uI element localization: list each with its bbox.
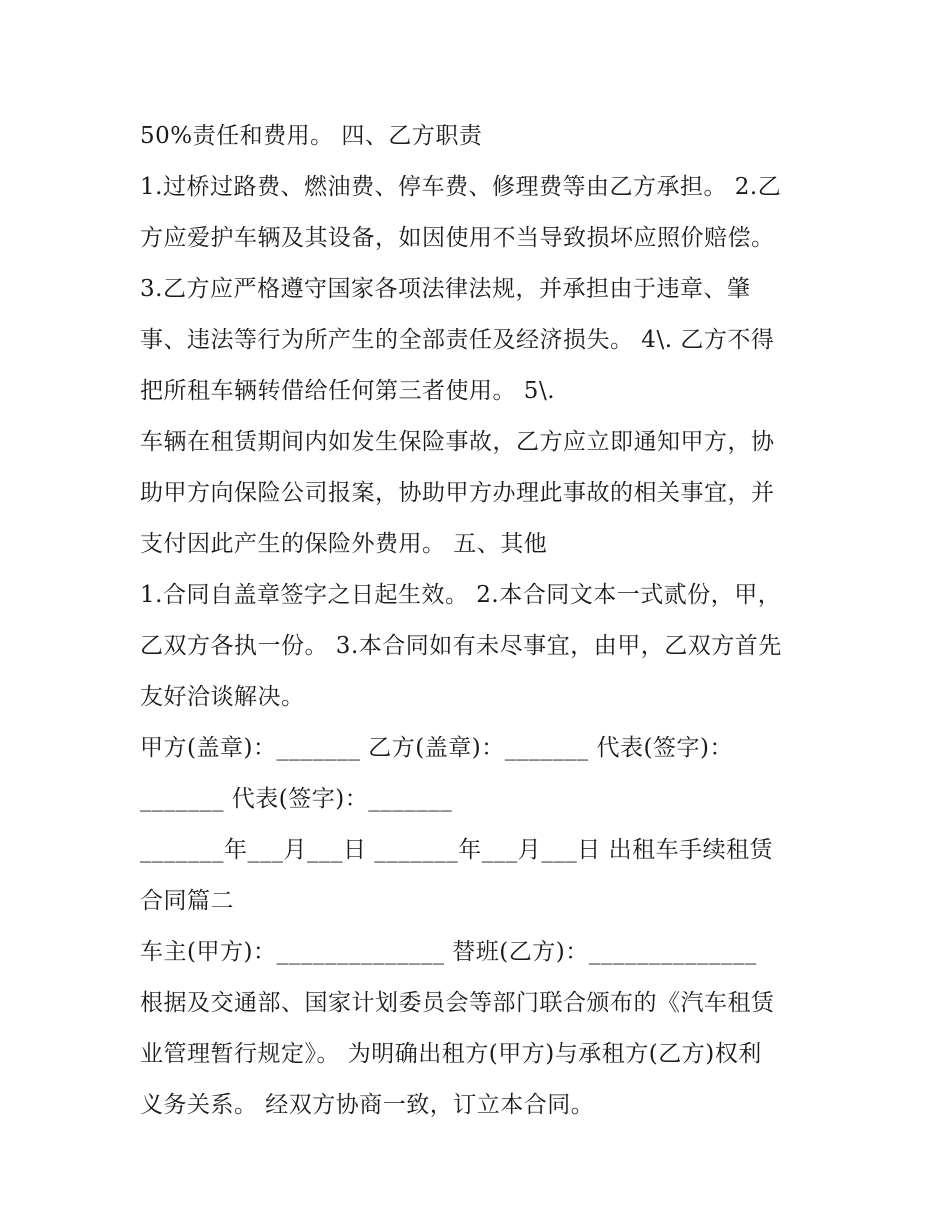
text-line: 业管理暂行规定》。 为明确出租方(甲方)与承租方(乙方)权利 bbox=[140, 1041, 762, 1067]
text-line: 义务关系。 经双方协商一致，订立本合同。 bbox=[140, 1092, 595, 1118]
text-line: 把所租车辆转借给任何第三者使用。 5\. bbox=[140, 378, 556, 404]
signature-line: _______ 代表(签字)：_______ bbox=[140, 786, 453, 812]
text-line: 1.过桥过路费、燃油费、停车费、修理费等由乙方承担。 2.乙 bbox=[140, 174, 782, 200]
text-line: 支付因此产生的保险外费用。 五、其他 bbox=[140, 531, 548, 557]
date-line: _______年___月___日 _______年___月___日 出租车手续租赁 bbox=[140, 837, 774, 863]
text-line: 助甲方向保险公司报案，协助甲方办理此事故的相关事宜，并 bbox=[140, 480, 775, 506]
text-line: 事、违法等行为所产生的全部责任及经济损失。 4\. 乙方不得 bbox=[140, 327, 775, 353]
text-line: 3.乙方应严格遵守国家各项法律法规，并承担由于违章、肇 bbox=[140, 276, 751, 302]
document-body bbox=[140, 111, 820, 1131]
text-line: 友好洽谈解决。 bbox=[140, 684, 305, 710]
section-title: 合同篇二 bbox=[140, 888, 234, 914]
text-line: 车辆在租赁期间内如发生保险事故，乙方应立即通知甲方，协 bbox=[140, 429, 775, 455]
text-line: 方应爱护车辆及其设备，如因使用不当导致损坏应照价赔偿。 bbox=[140, 225, 775, 251]
text-line: 50%责任和费用。 四、乙方职责 bbox=[140, 123, 483, 149]
text-line: 1.合同自盖章签字之日起生效。 2.本合同文本一式贰份，甲， bbox=[140, 582, 782, 608]
text-line: 乙双方各执一份。 3.本合同如有未尽事宜，由甲，乙双方首先 bbox=[140, 633, 782, 659]
party-line: 车主(甲方)：______________ 替班(乙方)：______________ bbox=[140, 939, 757, 965]
text-line: 根据及交通部、国家计划委员会等部门联合颁布的《汽车租赁 bbox=[140, 990, 775, 1016]
signature-line: 甲方(盖章)：_______ 乙方(盖章)：_______ 代表(签字)： bbox=[140, 735, 733, 761]
